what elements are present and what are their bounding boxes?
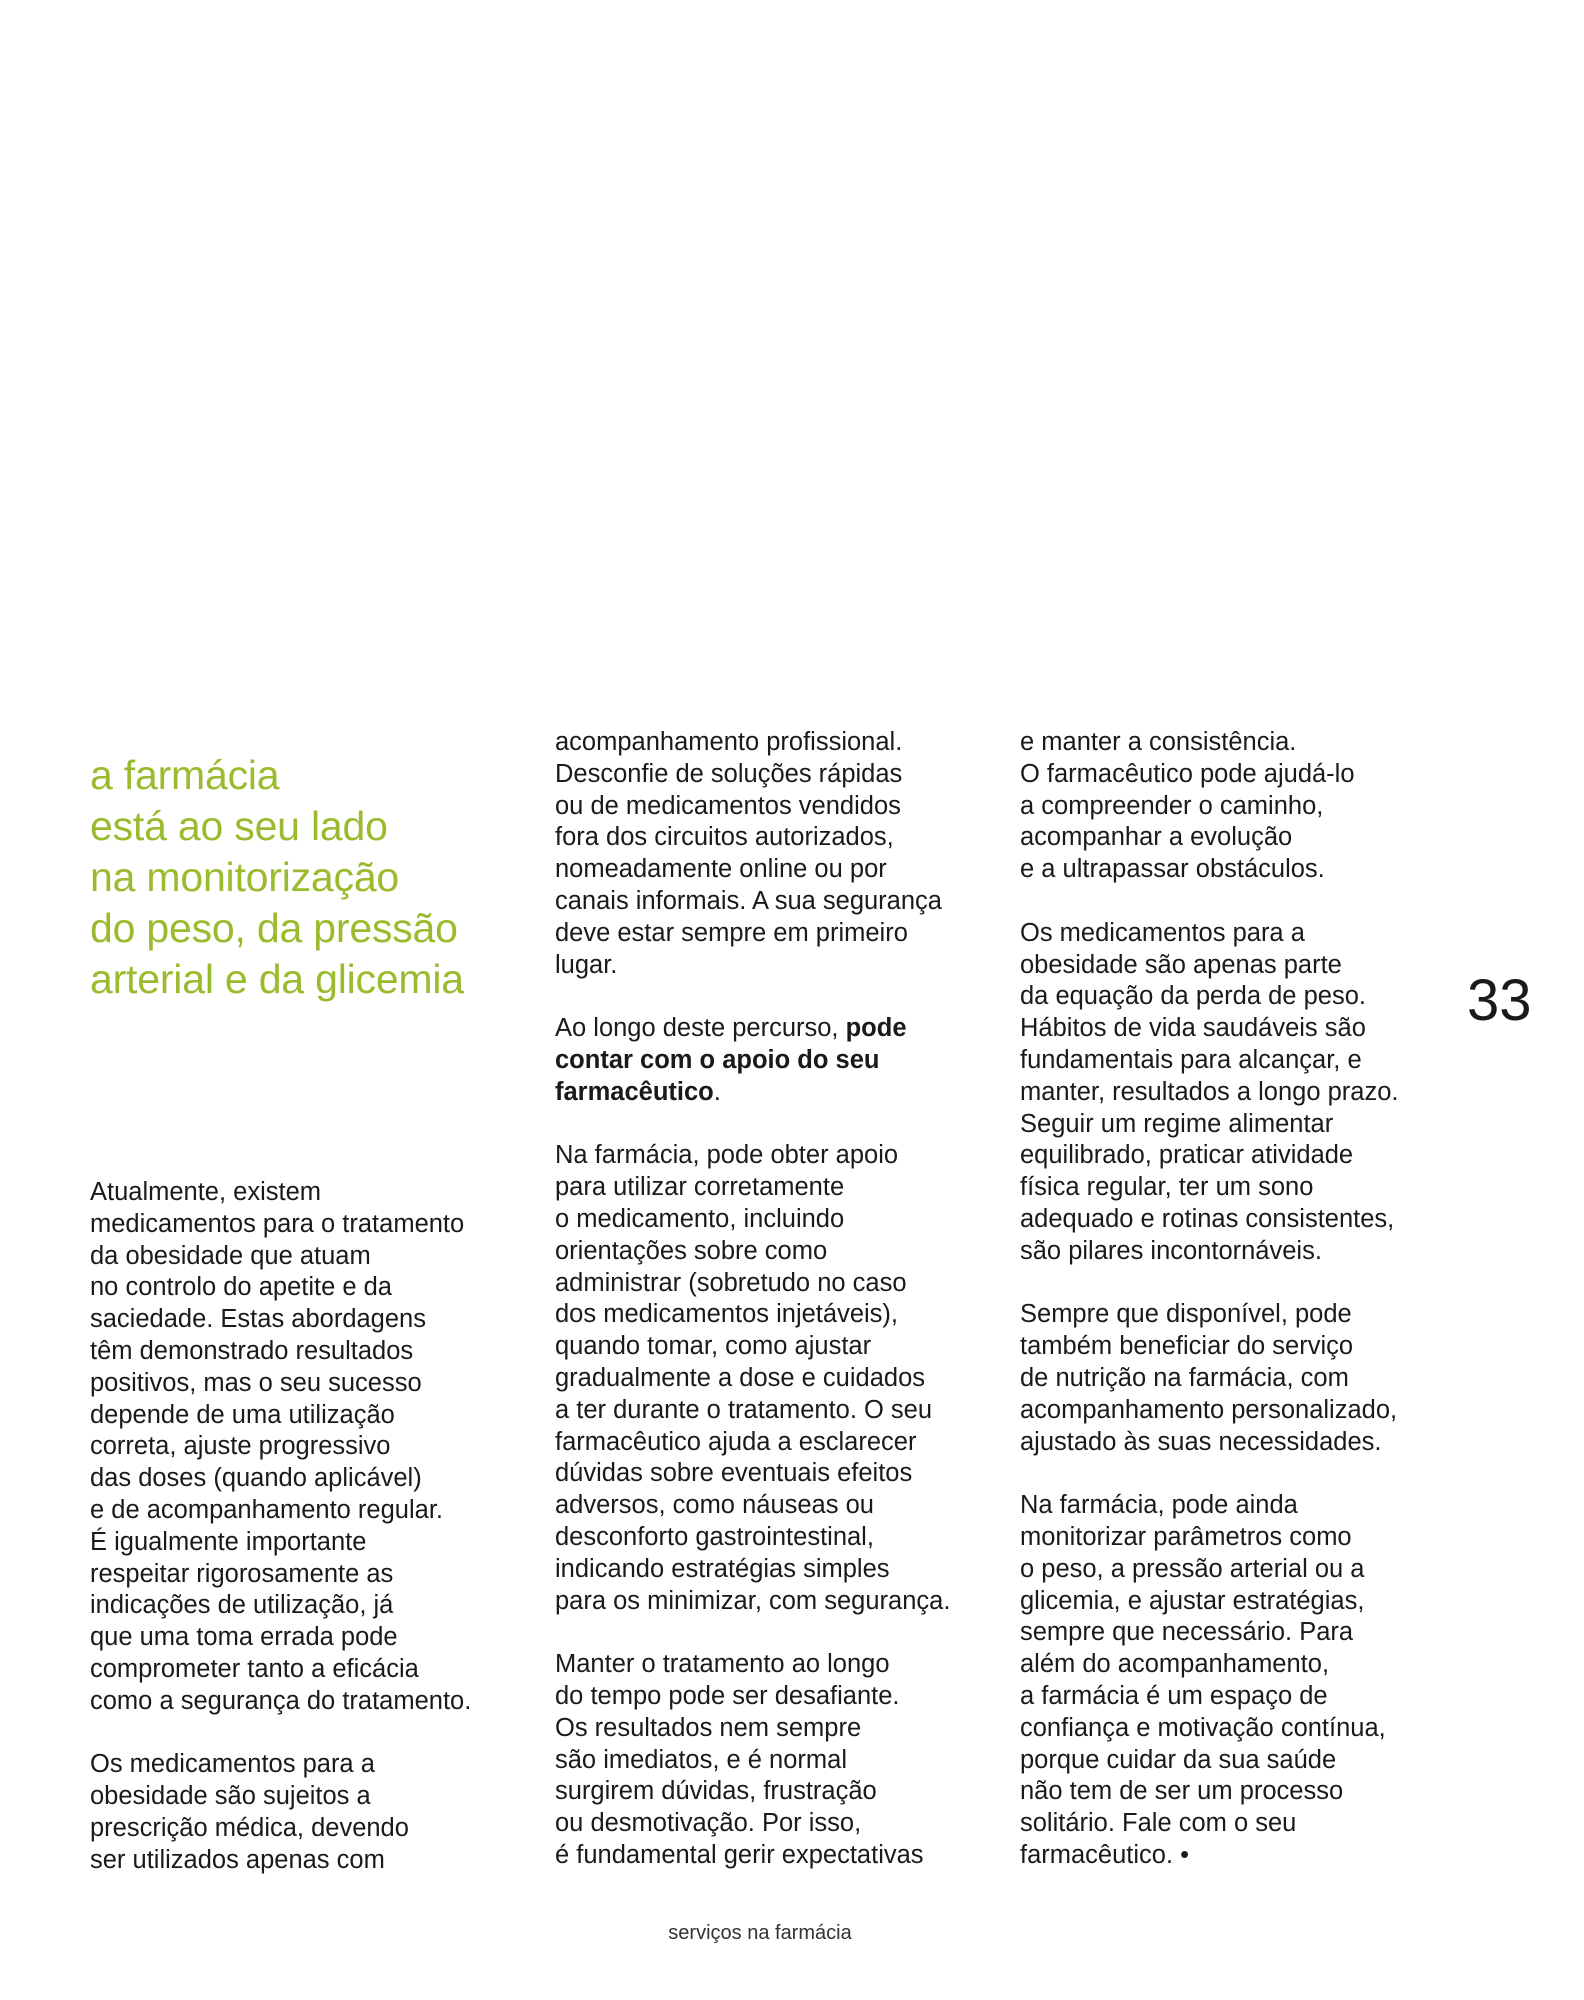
text-line: O farmacêutico pode ajudá-lo [1020, 759, 1355, 788]
text-line: dúvidas sobre eventuais efeitos [555, 1459, 913, 1488]
text-line: porque cuidar da sua saúde [1020, 1745, 1337, 1774]
text-line: saciedade. Estas abordagens [90, 1305, 426, 1334]
text-line: é fundamental gerir expectativas [555, 1840, 924, 1869]
bold-text: farmacêutico [555, 1077, 714, 1106]
text-line: o peso, a pressão arterial ou a [1020, 1554, 1365, 1583]
heading-line: na monitorização [90, 854, 400, 901]
text-line: administrar (sobretudo no caso [555, 1268, 907, 1297]
text-line: para utilizar corretamente [555, 1173, 845, 1202]
text-line: para os minimizar, com segurança. [555, 1586, 951, 1615]
text-line: no controlo do apetite e da [90, 1273, 392, 1302]
text-line [555, 1045, 985, 1077]
text-line: positivos, mas o seu sucesso [90, 1368, 422, 1397]
text-line: equilibrado, praticar atividade [1020, 1141, 1354, 1170]
text-line: adversos, como náuseas ou [555, 1491, 874, 1520]
text-line: Manter o tratamento ao longo [555, 1650, 890, 1679]
paragraph [1020, 1490, 1450, 1872]
heading-line: arterial e da glicemia [90, 956, 464, 1003]
heading-line: a farmácia [90, 752, 280, 799]
text-line: ajustado às suas necessidades. [1020, 1427, 1382, 1456]
text-line: física regular, ter um sono [1020, 1173, 1314, 1202]
text-line: são pilares incontornáveis. [1020, 1236, 1322, 1265]
text-line: além do acompanhamento, [1020, 1650, 1330, 1679]
text-line: farmacêutico ajuda a esclarecer [555, 1427, 917, 1456]
text-line: e de acompanhamento regular. [90, 1495, 443, 1524]
text-line: da equação da perda de peso. [1020, 982, 1366, 1011]
text-line: adequado e rotinas consistentes, [1020, 1204, 1395, 1233]
page-number: 33 [1467, 968, 1532, 1033]
text-line: monitorizar parâmetros como [1020, 1522, 1352, 1551]
text-line: fora dos circuitos autorizados, [555, 823, 894, 852]
text-line: É igualmente importante [90, 1527, 367, 1556]
text-line: respeitar rigorosamente as [90, 1559, 394, 1588]
paragraph-highlight [555, 1013, 985, 1108]
text-line: acompanhar a evolução [1020, 823, 1293, 852]
column-3-body [1020, 727, 1450, 1872]
text-line: orientações sobre como [555, 1236, 828, 1265]
text-line: como a segurança do tratamento. [90, 1686, 472, 1715]
text-line: lugar. [555, 950, 618, 979]
text-line: glicemia, e ajustar estratégias, [1020, 1586, 1365, 1615]
text-line: quando tomar, como ajustar [555, 1332, 872, 1361]
text-line [555, 1013, 985, 1045]
text-line: Seguir um regime alimentar [1020, 1109, 1334, 1138]
text-line: Desconfie de soluções rápidas [555, 759, 903, 788]
text-line: gradualmente a dose e cuidados [555, 1363, 926, 1392]
text-line: acompanhamento personalizado, [1020, 1395, 1398, 1424]
text-line: não tem de ser um processo [1020, 1777, 1344, 1806]
text-line: Sempre que disponível, pode [1020, 1300, 1352, 1329]
text-line: Os medicamentos para a [90, 1750, 375, 1779]
paragraph [1020, 1299, 1450, 1458]
plain-text: Ao longo deste percurso, [555, 1014, 846, 1043]
text-line: do tempo pode ser desafiante. [555, 1681, 900, 1710]
text-line: o medicamento, incluindo [555, 1204, 845, 1233]
text-line: acompanhamento profissional. [555, 728, 903, 756]
text-line: indicações de utilização, já [90, 1591, 394, 1620]
bold-text: contar com o apoio do seu [555, 1045, 880, 1074]
text-line: depende de uma utilização [90, 1400, 395, 1429]
text-line: comprometer tanto a eficácia [90, 1654, 419, 1683]
text-line: a farmácia é um espaço de [1020, 1681, 1328, 1710]
text-line: correta, ajuste progressivo [90, 1432, 391, 1461]
text-line: fundamentais para alcançar, e [1020, 1045, 1362, 1074]
text-line: e a ultrapassar obstáculos. [1020, 855, 1325, 884]
text-line: a compreender o caminho, [1020, 791, 1324, 820]
paragraph [90, 1177, 471, 1718]
text-line: ou desmotivação. Por isso, [555, 1809, 862, 1838]
paragraph [90, 1749, 471, 1876]
text-line: da obesidade que atuam [90, 1241, 371, 1270]
column-1-body [90, 1177, 471, 1877]
paragraph [555, 727, 985, 981]
text-column-3 [1020, 727, 1450, 1872]
paragraph [1020, 918, 1450, 1268]
text-line: deve estar sempre em primeiro [555, 918, 908, 947]
plain-text: . [713, 1077, 721, 1106]
text-line: prescrição médica, devendo [90, 1813, 409, 1842]
article-heading [90, 750, 550, 1005]
text-line: sempre que necessário. Para [1020, 1618, 1354, 1647]
text-line: e manter a consistência. [1020, 728, 1297, 756]
text-line: manter, resultados a longo prazo. [1020, 1077, 1399, 1106]
text-line: obesidade são sujeitos a [90, 1782, 371, 1811]
text-line: que uma toma errada pode [90, 1623, 398, 1652]
text-column-2 [555, 727, 985, 1872]
text-line: Na farmácia, pode ainda [1020, 1491, 1298, 1520]
text-line: farmacêutico. • [1020, 1840, 1190, 1869]
text-line: Hábitos de vida saudáveis são [1020, 1014, 1366, 1043]
text-line: ou de medicamentos vendidos [555, 791, 901, 820]
text-line: Os medicamentos para a [1020, 918, 1305, 947]
heading-line: está ao seu lado [90, 803, 388, 850]
text-line: das doses (quando aplicável) [90, 1464, 422, 1493]
heading-line: do peso, da pressão [90, 905, 458, 952]
text-line: canais informais. A sua segurança [555, 886, 942, 915]
text-line: obesidade são apenas parte [1020, 950, 1342, 979]
paragraph [555, 1140, 985, 1617]
text-line: têm demonstrado resultados [90, 1336, 414, 1365]
text-line: Os resultados nem sempre [555, 1713, 862, 1742]
footer-section-title: serviços na farmácia [668, 1922, 852, 1944]
text-line: desconforto gastrointestinal, [555, 1522, 874, 1551]
text-line [555, 1077, 985, 1109]
text-line: solitário. Fale com o seu [1020, 1809, 1297, 1838]
text-line: confiança e motivação contínua, [1020, 1713, 1386, 1742]
text-line: dos medicamentos injetáveis), [555, 1300, 898, 1329]
text-line: Atualmente, existem [90, 1178, 322, 1206]
column-2-body [555, 727, 985, 1872]
bold-text: pode [845, 1014, 907, 1043]
text-line: surgirem dúvidas, frustração [555, 1777, 877, 1806]
text-line: ser utilizados apenas com [90, 1845, 385, 1874]
text-line: são imediatos, e é normal [555, 1745, 847, 1774]
text-line: medicamentos para o tratamento [90, 1209, 465, 1238]
text-line: também beneficiar do serviço [1020, 1332, 1354, 1361]
paragraph [555, 1649, 985, 1872]
paragraph [1020, 727, 1450, 886]
text-line: indicando estratégias simples [555, 1554, 890, 1583]
text-line: Na farmácia, pode obter apoio [555, 1141, 899, 1170]
text-line: a ter durante o tratamento. O seu [555, 1395, 933, 1424]
text-line: de nutrição na farmácia, com [1020, 1363, 1349, 1392]
text-line: nomeadamente online ou por [555, 855, 887, 884]
